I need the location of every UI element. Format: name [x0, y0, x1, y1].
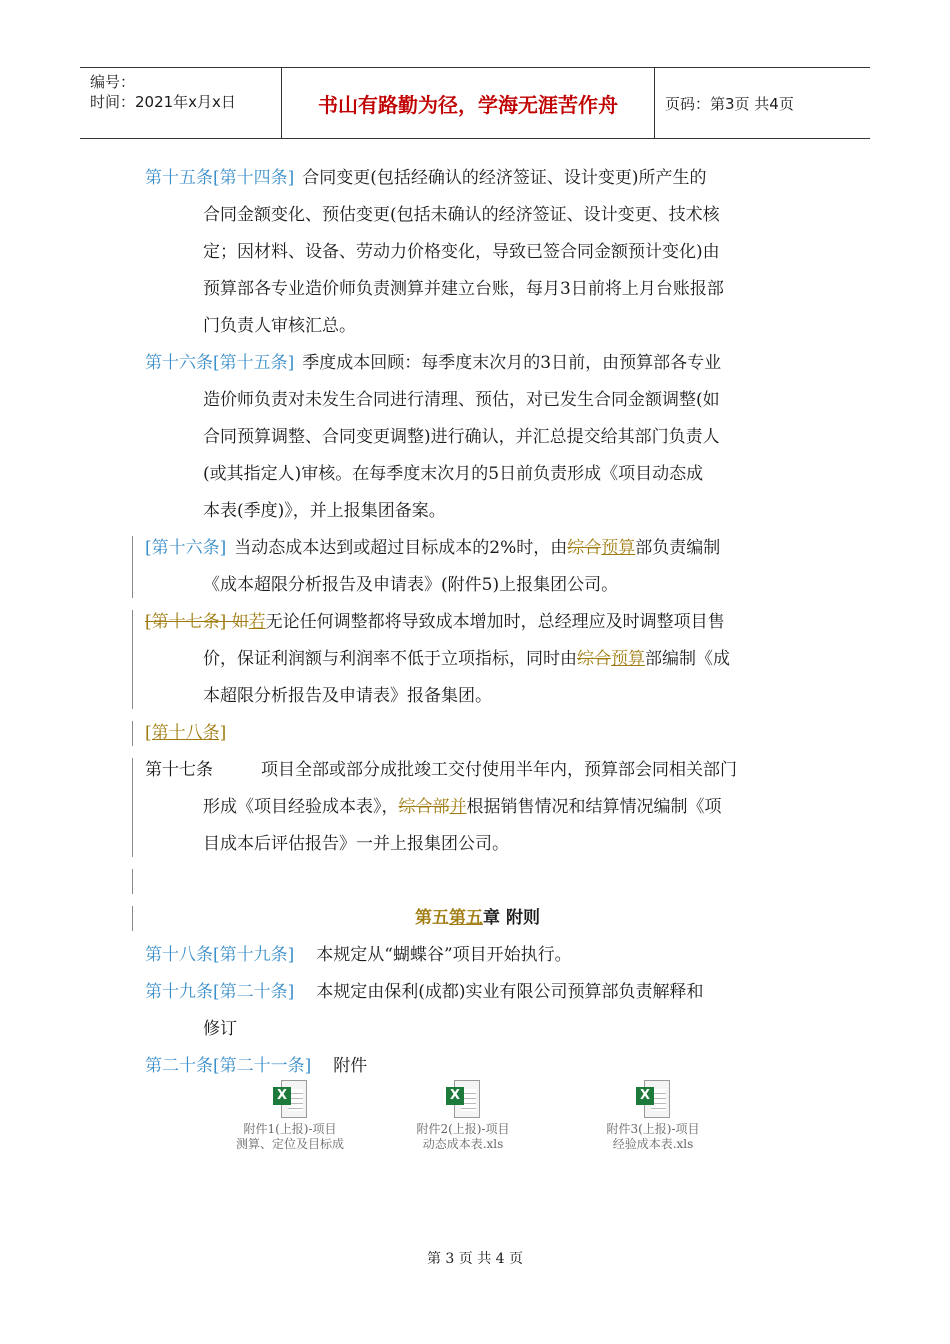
chapter-heading: [145, 900, 810, 937]
article-18-inserted: [145, 715, 810, 752]
deleted-label: [第十七条] 如: [145, 612, 249, 632]
inserted-text: 预算: [611, 649, 645, 669]
revision-bar: [132, 869, 133, 894]
article-line: 本表(季度)》，并上报集团备案。: [203, 501, 446, 521]
chapter-title: 章 附则: [483, 908, 540, 928]
deleted-text: 综合: [577, 649, 611, 669]
article-text: 部编制《成: [645, 649, 730, 669]
article-line: 合同金额变化、预估变更(包括未确认的经济签证、设计变更、技术核: [203, 205, 720, 225]
article-line: 预算部各专业造价师负责测算并建立台账，每月3日前将上月台账报部: [203, 279, 724, 299]
article-line: 《成本超限分析报告及申请表》(附件5)上报集团公司。: [203, 575, 619, 595]
article-text: 本规定从“蝴蝶谷”项目开始执行。: [316, 945, 572, 965]
article-label: 第十七条: [145, 760, 213, 780]
article-label: 第十八条[第十九条]: [145, 945, 295, 965]
attachment-name: 经验成本表.xls: [612, 1137, 694, 1151]
article-lines: [145, 382, 810, 530]
attachment-name: 动态成本表.xls: [422, 1137, 504, 1151]
header-number: 编号：: [90, 73, 136, 91]
article-text: 本规定由保利(成都)实业有限公司预算部负责解释和: [316, 982, 704, 1002]
article-label: 第十九条[第二十条]: [145, 982, 295, 1002]
article-text: 根据销售情况和结算情况编制《项: [466, 797, 722, 817]
excel-icon: X: [273, 1080, 307, 1118]
blank-line: [145, 863, 810, 900]
article-line: 门负责人审核汇总。: [203, 316, 356, 336]
page-header: [80, 67, 870, 139]
article-text: 附件: [333, 1056, 368, 1076]
article-16: [145, 345, 810, 530]
attachment-name: 附件3(上报)-项目: [606, 1122, 700, 1136]
article-line: [145, 789, 810, 826]
attachment-name: 附件2(上报)-项目: [416, 1122, 510, 1136]
article-text: 部负责编制: [635, 538, 721, 558]
page-footer: 第 3 页 共 4 页: [426, 1251, 524, 1267]
revision-bar: [132, 758, 133, 857]
header-date: 时间：2021年x月x日: [90, 93, 236, 111]
article-line: 定；因材料、设备、劳动力价格变化，导致已签合同金额预计变化)由: [203, 242, 720, 262]
article-line: [145, 641, 810, 678]
article-line: 目成本后评估报告》一并上报集团公司。: [203, 834, 509, 854]
revision-bar: [132, 721, 133, 746]
excel-icon: X: [636, 1080, 670, 1118]
attachment-name: 测算、定位及目标成: [235, 1137, 344, 1151]
article-label: [第十六条]: [145, 538, 227, 558]
article-17-deleted: [145, 604, 810, 715]
article-16-revised: [145, 530, 810, 604]
attachment-2[interactable]: [398, 1080, 528, 1152]
inserted-text: 预算: [601, 538, 636, 558]
article-15: [145, 160, 810, 345]
article-19: [145, 974, 810, 1048]
attachment-list: [225, 1080, 745, 1160]
attachment-name: 附件1(上报)-项目: [243, 1122, 337, 1136]
article-label: 第二十条[第二十一条]: [145, 1056, 312, 1076]
inserted-text: 并: [449, 797, 467, 817]
header-meta: [80, 68, 282, 138]
article-label: 第十六条[第十五条]: [145, 353, 295, 373]
article-line: (或其指定人)审核。在每季度末次月的5日前负责形成《项目动态成: [203, 464, 704, 484]
article-text: 形成《项目经验成本表》，: [203, 797, 399, 817]
article-line: 合同预算调整、合同变更调整)进行确认，并汇总提交给其部门负责人: [203, 427, 720, 447]
article-text: 季度成本回顾：每季度末次月的3日前，由预算部各专业: [302, 353, 722, 373]
revision-bar: [132, 906, 133, 931]
deleted-text: 综合部: [398, 797, 450, 817]
article-18: [145, 937, 810, 974]
header-motto: 书山有路勤为径，学海无涯苦作舟: [282, 68, 655, 138]
article-text: 无论任何调整都将导致成本增加时，总经理应及时调整项目售: [265, 612, 725, 632]
attachment-1[interactable]: [225, 1080, 355, 1152]
article-text: 当动态成本达到或超过目标成本的2%时，由: [234, 538, 568, 558]
article-label: 第十五条[第十四条]: [145, 168, 295, 188]
excel-icon: X: [446, 1080, 480, 1118]
article-17: [145, 752, 810, 863]
article-line: 造价师负责对未发生合同进行清理、预估，对已发生合同金额调整(如: [203, 390, 720, 410]
chapter-number: 第五: [415, 908, 450, 928]
article-line: 修订: [203, 1019, 237, 1039]
article-lines: [145, 197, 810, 345]
article-text: 合同变更(包括经确认的经济签证、设计变更)所产生的: [302, 168, 707, 188]
inserted-label: [第十八条]: [145, 723, 227, 743]
article-text: 价，保证利润额与利润率不低于立项指标，同时由: [203, 649, 577, 669]
revision-bar: [132, 536, 133, 598]
inserted-text: 若: [248, 612, 266, 632]
attachment-3[interactable]: [588, 1080, 718, 1152]
header-page-info: 页码：第3页 共4页: [665, 94, 794, 113]
article-line: 本超限分析报告及申请表》报备集团。: [203, 686, 492, 706]
revision-bar: [132, 610, 133, 709]
chapter-number-inserted: 第五: [449, 908, 484, 928]
deleted-text: 综合: [567, 538, 602, 558]
document-body: [145, 160, 810, 1085]
article-text: 项目全部或部分成批竣工交付使用半年内，预算部会同相关部门: [261, 760, 737, 780]
